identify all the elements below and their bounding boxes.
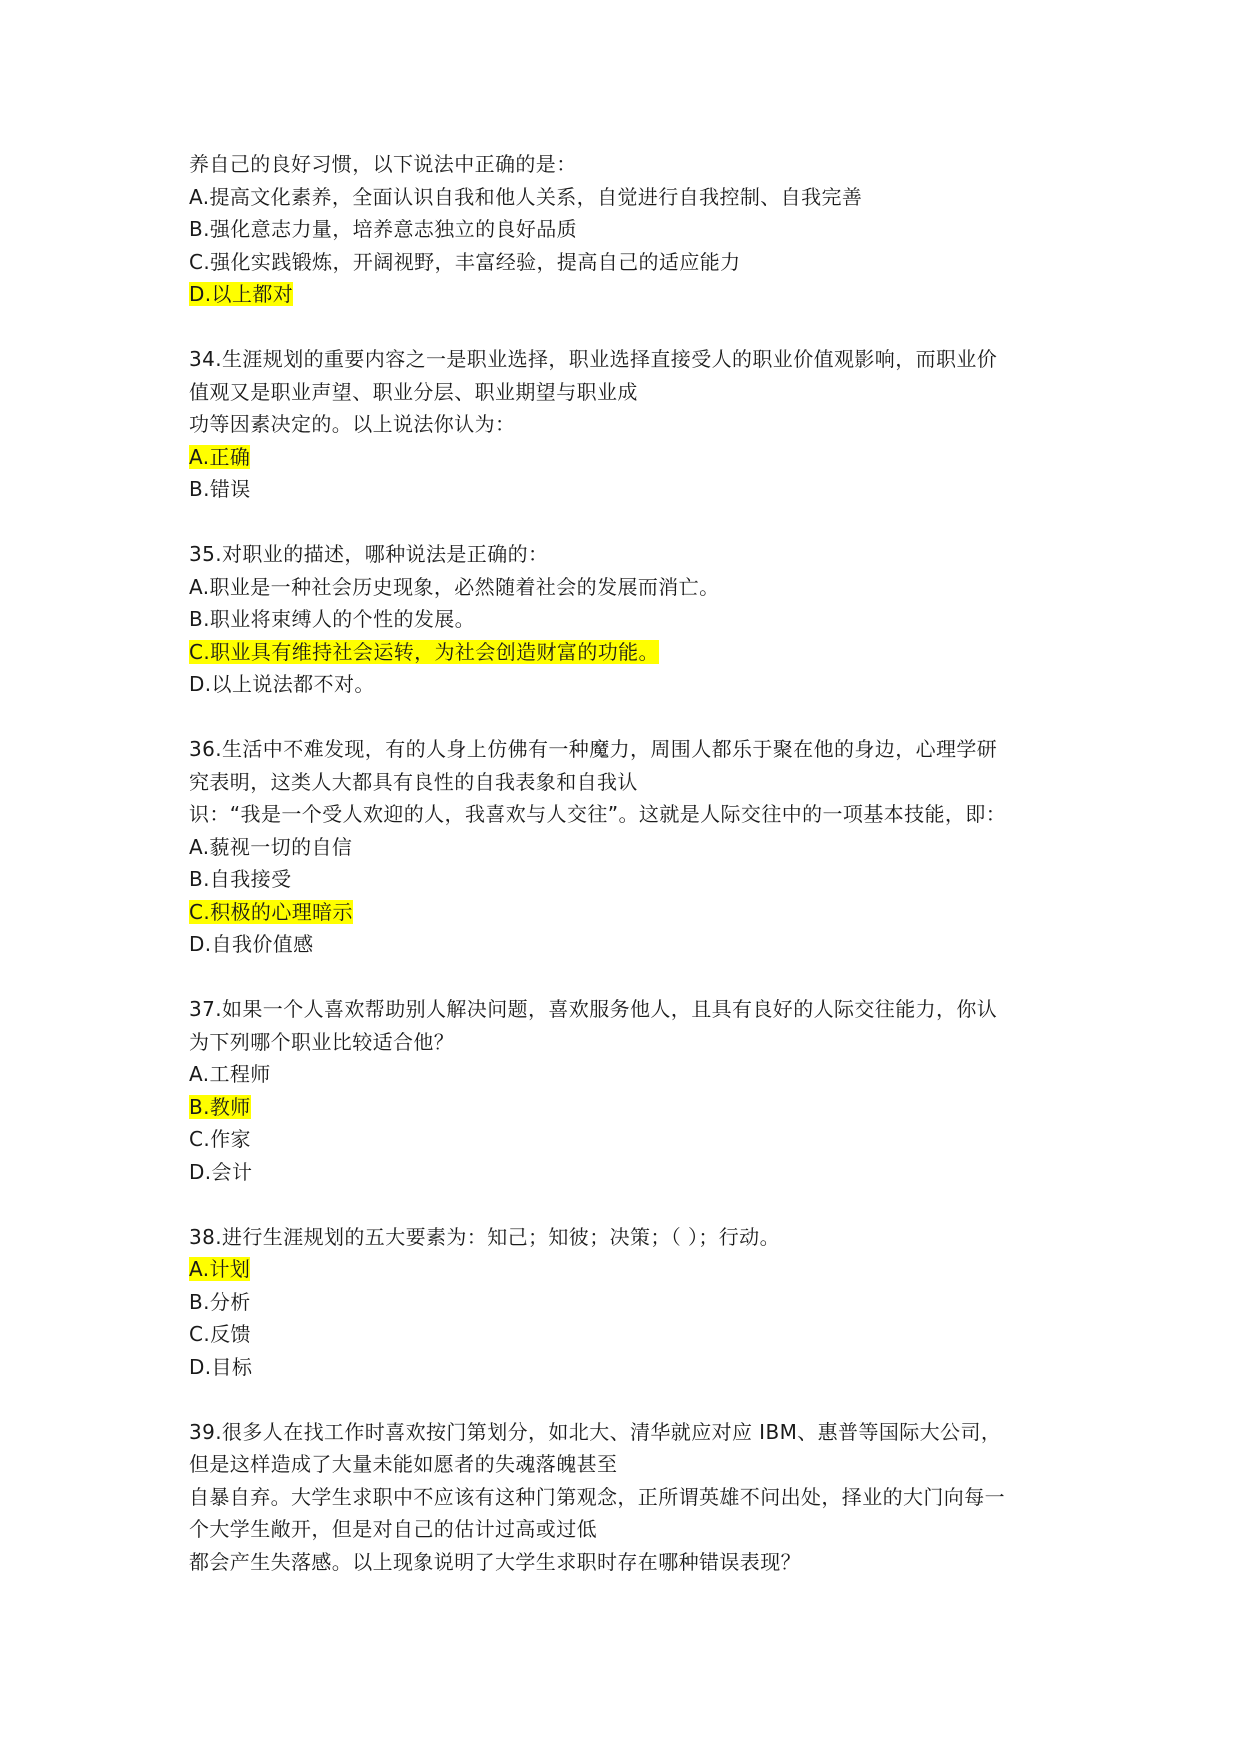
option-a: A.职业是一种社会历史现象，必然随着社会的发展而消亡。 [189, 574, 720, 599]
question-stem: 养自己的良好习惯，以下说法中正确的是： [189, 152, 577, 176]
answer-highlight: D.以上都对 [189, 282, 294, 306]
answer-highlight: A.计划 [189, 1257, 251, 1281]
option-a [189, 1253, 1069, 1286]
question-38 [189, 1221, 1069, 1384]
option-c: C.作家 [189, 1127, 251, 1151]
question-stem: 都会产生失落感。以上现象说明了大学生求职时存在哪种错误表现？ [189, 1549, 801, 1574]
option-b: B.分析 [189, 1289, 251, 1314]
option-a [189, 441, 1069, 474]
question-stem: 37.如果一个人喜欢帮助别人解决问题，喜欢服务他人，且具有良好的人际交往能力，你认 [189, 997, 998, 1021]
question-stem: 自暴自弃。大学生求职中不应该有这种门第观念，正所谓英雄不问出处，择业的大门向每一 [189, 1484, 1005, 1509]
question-stem: 但是这样造成了大量未能如愿者的失魂落魄甚至 [189, 1452, 618, 1476]
option-d: D.会计 [189, 1159, 253, 1184]
question-stem: 39.很多人在找工作时喜欢按门第划分，如北大、清华就应对应 IBM、惠普等国际大公司， [189, 1419, 1002, 1444]
option-b [189, 1091, 1069, 1124]
option-a: A.工程师 [189, 1062, 271, 1086]
option-b: B.强化意志力量，培养意志独立的良好品质 [189, 217, 578, 241]
question-stem: 38.进行生涯规划的五大要素为：知己；知彼；决策；（ ）；行动。 [189, 1224, 780, 1249]
answer-highlight: C.职业具有维持社会运转，为社会创造财富的功能。 [189, 639, 659, 664]
question-34 [189, 343, 1069, 506]
option-c: C.强化实践锻炼，开阔视野，丰富经验，提高自己的适应能力 [189, 249, 741, 274]
option-b: B.错误 [189, 477, 251, 501]
question-stem: 34.生涯规划的重要内容之一是职业选择，职业选择直接受人的职业价值观影响，而职业价 [189, 347, 998, 371]
option-b: B.职业将束缚人的个性的发展。 [189, 607, 476, 631]
question-37 [189, 993, 1069, 1188]
question-stem: 个大学生敞开，但是对自己的估计过高或过低 [189, 1517, 597, 1541]
option-d: D.目标 [189, 1354, 253, 1379]
option-d: D.以上说法都不对。 [189, 672, 375, 696]
question-36 [189, 733, 1069, 961]
option-b: B.自我接受 [189, 867, 292, 891]
question-stem: 识：“我是一个受人欢迎的人，我喜欢与人交往”。这就是人际交往中的一项基本技能，即： [189, 802, 1007, 826]
answer-highlight: A.正确 [189, 444, 251, 469]
option-a: A.藐视一切的自信 [189, 834, 353, 859]
option-d [189, 278, 1069, 311]
answer-highlight: C.积极的心理暗示 [189, 899, 353, 924]
option-d: D.自我价值感 [189, 932, 314, 956]
question-intro [189, 148, 1069, 311]
question-stem: 究表明，这类人大都具有良性的自我表象和自我认 [189, 769, 638, 794]
option-c [189, 896, 1069, 929]
question-stem: 35.对职业的描述，哪种说法是正确的： [189, 542, 549, 566]
document-body [189, 148, 1069, 1578]
question-stem: 功等因素决定的。以上说法你认为： [189, 412, 516, 436]
answer-highlight: B.教师 [189, 1094, 251, 1119]
question-39 [189, 1416, 1069, 1579]
question-stem: 值观又是职业声望、职业分层、职业期望与职业成 [189, 379, 638, 404]
option-a: A.提高文化素养，全面认识自我和他人关系，自觉进行自我控制、自我完善 [189, 184, 863, 209]
option-c [189, 636, 1069, 669]
option-c: C.反馈 [189, 1322, 251, 1346]
question-stem: 为下列哪个职业比较适合他？ [189, 1029, 455, 1054]
question-35 [189, 538, 1069, 701]
question-stem: 36.生活中不难发现，有的人身上仿佛有一种魔力，周围人都乐于聚在他的身边，心理学研 [189, 737, 998, 761]
